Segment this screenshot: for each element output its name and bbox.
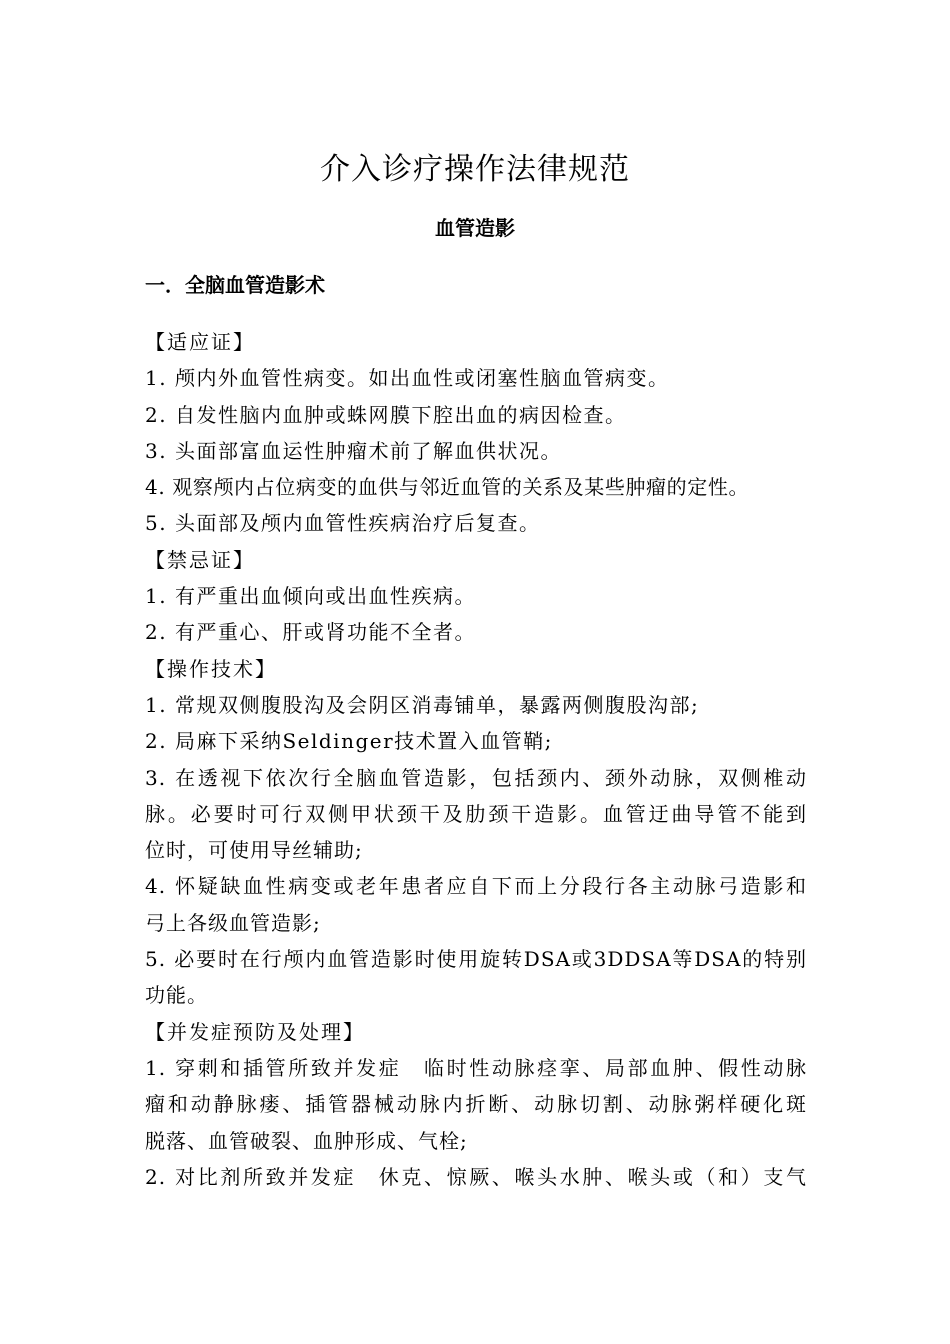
- indication-item-4: 4. 观察颅内占位病变的血供与邻近血管的关系及某些肿瘤的定性。: [145, 475, 750, 500]
- indications-heading: 【适应证】: [145, 330, 255, 354]
- complication-item-1-line-2: 瘤和动静脉瘘、插管器械动脉内折断、动脉切割、动脉粥样硬化斑: [145, 1092, 807, 1117]
- technique-item-5-line-2: 功能。: [145, 983, 208, 1008]
- technique-item-3-line-2: 脉。必要时可行双侧甲状颈干及肋颈干造影。血管迂曲导管不能到: [145, 801, 807, 826]
- document-body: [145, 324, 807, 1195]
- contraindications-heading: 【禁忌证】: [145, 547, 255, 572]
- indication-item-5: 5. 头面部及颅内血管性疾病治疗后复查。: [145, 511, 541, 536]
- complication-item-1-line-1: 1. 穿刺和插管所致并发症 临时性动脉痉挛、局部血肿、假性动脉: [145, 1055, 807, 1080]
- indication-item-2: 2. 自发性脑内血肿或蛛网膜下腔出血的病因检查。: [145, 402, 627, 427]
- document-title: 介入诊疗操作法律规范: [320, 152, 630, 187]
- complications-heading: 【并发症预防及处理】: [145, 1019, 365, 1044]
- indication-item-1: 1. 颅内外血管性病变。如出血性或闭塞性脑血管病变。: [145, 366, 670, 391]
- technique-item-4-line-2: 弓上各级血管造影;: [145, 910, 321, 935]
- technique-item-1: 1. 常规双侧腹股沟及会阴区消毒铺单，暴露两侧腹股沟部;: [145, 692, 700, 717]
- indication-item-3: 3. 头面部富血运性肿瘤术前了解血供状况。: [145, 438, 562, 463]
- section-heading: 一．全脑血管造影术: [145, 273, 325, 297]
- technique-item-3-line-3: 位时，可使用导丝辅助;: [145, 838, 363, 863]
- technique-heading: 【操作技术】: [145, 656, 277, 681]
- document-subtitle: 血管造影: [435, 216, 515, 240]
- technique-item-2: 2. 局麻下采纳Seldinger技术置入血管鞘;: [145, 729, 553, 754]
- contraindication-item-1: 1. 有严重出血倾向或出血性疾病。: [145, 584, 476, 609]
- complication-item-2-line-1: 2. 对比剂所致并发症 休克、惊厥、喉头水肿、喉头或（和）支气: [145, 1164, 807, 1189]
- technique-item-3-line-1: 3. 在透视下依次行全脑血管造影，包括颈内、颈外动脉，双侧椎动: [145, 765, 807, 790]
- contraindication-item-2: 2. 有严重心、肝或肾功能不全者。: [145, 620, 476, 645]
- technique-item-5-line-1: 5. 必要时在行颅内血管造影时使用旋转DSA或3DDSA等DSA的特别: [145, 947, 807, 972]
- complication-item-1-line-3: 脱落、血管破裂、血肿形成、气栓;: [145, 1128, 468, 1153]
- technique-item-4-line-1: 4. 怀疑缺血性病变或老年患者应自下而上分段行各主动脉弓造影和: [145, 874, 807, 899]
